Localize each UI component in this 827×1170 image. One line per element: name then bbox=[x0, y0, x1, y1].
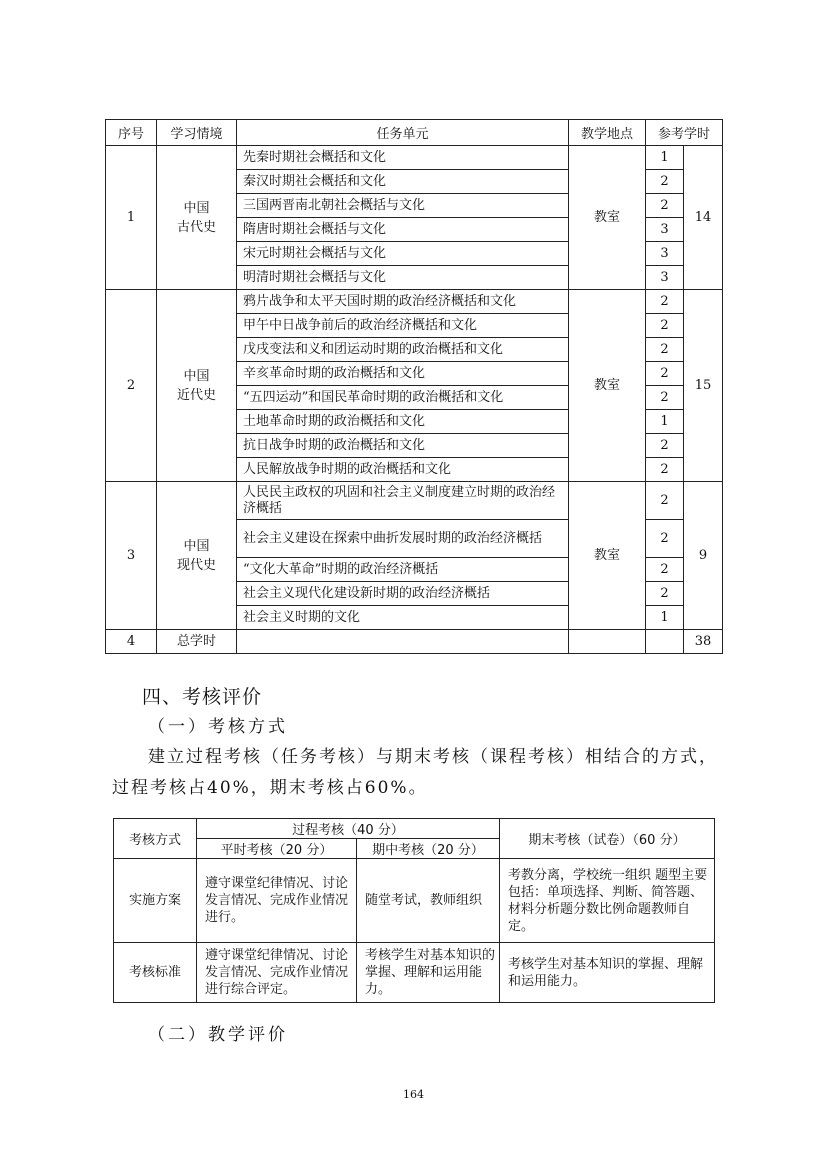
task-hours: 2 bbox=[646, 520, 684, 558]
summary-name: 总学时 bbox=[157, 630, 237, 654]
header-method: 考核方式 bbox=[114, 819, 197, 859]
task-unit: 社会主义建设在探索中曲折发展时期的政治经济概括 bbox=[237, 520, 569, 558]
table-row bbox=[106, 290, 723, 314]
task-unit: 辛亥革命时期的政治概括和文化 bbox=[237, 362, 569, 386]
task-hours: 2 bbox=[646, 434, 684, 458]
task-hours: 2 bbox=[646, 558, 684, 582]
final-cell: 考核学生对基本知识的掌握、理解和运用能力。 bbox=[500, 943, 715, 1003]
task-unit: 社会主义时期的文化 bbox=[237, 606, 569, 630]
header-no: 序号 bbox=[106, 120, 157, 146]
assessment-paragraph: 建立过程考核（任务考核）与期末考核（课程考核）相结合的方式，过程考核占40%，期末考核占60%。 bbox=[112, 747, 718, 798]
group-no: 1 bbox=[106, 146, 157, 290]
task-unit: 甲午中日战争前后的政治经济概括和文化 bbox=[237, 314, 569, 338]
group-total-hours: 14 bbox=[684, 146, 723, 290]
header-task-unit: 任务单元 bbox=[237, 120, 569, 146]
task-hours: 2 bbox=[646, 386, 684, 410]
task-hours: 3 bbox=[646, 242, 684, 266]
group-total-hours: 15 bbox=[684, 290, 723, 482]
group-no: 2 bbox=[106, 290, 157, 482]
table-header-row bbox=[114, 819, 715, 839]
summary-total-hours: 38 bbox=[684, 630, 723, 654]
task-unit: 人民解放战争时期的政治概括和文化 bbox=[237, 458, 569, 482]
task-unit: 秦汉时期社会概括和文化 bbox=[237, 170, 569, 194]
header-hours: 参考学时 bbox=[646, 120, 723, 146]
task-unit: 先秦时期社会概括和文化 bbox=[237, 146, 569, 170]
task-unit: 三国两晋南北朝社会概括与文化 bbox=[237, 194, 569, 218]
subsection-heading-teaching-evaluation: （二）教学评价 bbox=[148, 1025, 288, 1045]
task-hours: 2 bbox=[646, 362, 684, 386]
header-daily: 平时考核（20 分） bbox=[197, 839, 357, 859]
group-location: 教室 bbox=[569, 146, 646, 290]
task-unit: 土地革命时期的政治概括和文化 bbox=[237, 410, 569, 434]
subsection-heading-assessment-method: （一）考核方式 bbox=[148, 717, 288, 737]
daily-cell: 遵守课堂纪律情况、讨论发言情况、完成作业情况进行综合评定。 bbox=[197, 943, 357, 1003]
table-row bbox=[106, 482, 723, 520]
daily-cell: 遵守课堂纪律情况、讨论发言情况、完成作业情况进行。 bbox=[197, 859, 357, 943]
task-unit: 隋唐时期社会概括与文化 bbox=[237, 218, 569, 242]
teaching-plan-table bbox=[105, 119, 723, 654]
task-unit: 社会主义现代化建设新时期的政治经济概括 bbox=[237, 582, 569, 606]
task-hours: 1 bbox=[646, 146, 684, 170]
task-unit: 鸦片战争和太平天国时期的政治经济概括和文化 bbox=[237, 290, 569, 314]
header-situation: 学习情境 bbox=[157, 120, 237, 146]
task-hours: 2 bbox=[646, 338, 684, 362]
task-unit: “五四运动”和国民革命时期的政治概括和文化 bbox=[237, 386, 569, 410]
table-row bbox=[114, 859, 715, 943]
task-hours: 2 bbox=[646, 482, 684, 520]
final-cell: 考教分离，学校统一组织 题型主要包括：单项选择、判断、简答题、材料分析题分数比例命题教师自定。 bbox=[500, 859, 715, 943]
group-location: 教室 bbox=[569, 290, 646, 482]
task-hours: 2 bbox=[646, 194, 684, 218]
task-unit: 明清时期社会概括与文化 bbox=[237, 266, 569, 290]
header-midterm: 期中考核（20 分） bbox=[357, 839, 500, 859]
task-hours: 1 bbox=[646, 606, 684, 630]
task-unit: 戊戌变法和义和团运动时期的政治概括和文化 bbox=[237, 338, 569, 362]
midterm-cell: 随堂考试，教师组织 bbox=[357, 859, 500, 943]
summary-empty-cell bbox=[646, 630, 684, 654]
task-unit: 人民民主政权的巩固和社会主义制度建立时期的政治经济概括 bbox=[237, 482, 569, 520]
summary-row bbox=[106, 630, 723, 654]
summary-no: 4 bbox=[106, 630, 157, 654]
task-hours: 2 bbox=[646, 290, 684, 314]
task-hours: 3 bbox=[646, 266, 684, 290]
row-label: 实施方案 bbox=[114, 859, 197, 943]
summary-empty-cell bbox=[237, 630, 569, 654]
midterm-cell: 考核学生对基本知识的掌握、理解和运用能力。 bbox=[357, 943, 500, 1003]
task-unit: 宋元时期社会概括与文化 bbox=[237, 242, 569, 266]
task-unit: 抗日战争时期的政治概括和文化 bbox=[237, 434, 569, 458]
header-process: 过程考核（40 分） bbox=[197, 819, 500, 839]
table-header-row bbox=[106, 120, 723, 146]
task-hours: 2 bbox=[646, 458, 684, 482]
page-number: 164 bbox=[403, 1088, 424, 1101]
assessment-table bbox=[113, 818, 715, 1003]
summary-empty-cell bbox=[569, 630, 646, 654]
group-location: 教室 bbox=[569, 482, 646, 630]
task-hours: 1 bbox=[646, 410, 684, 434]
task-unit: “文化大革命”时期的政治经济概括 bbox=[237, 558, 569, 582]
task-hours: 2 bbox=[646, 582, 684, 606]
table-row bbox=[114, 943, 715, 1003]
header-final: 期末考核（试卷）（60 分） bbox=[500, 819, 715, 859]
group-name: 中国 近代史 bbox=[157, 290, 237, 482]
row-label: 考核标准 bbox=[114, 943, 197, 1003]
task-hours: 3 bbox=[646, 218, 684, 242]
task-hours: 2 bbox=[646, 314, 684, 338]
group-no: 3 bbox=[106, 482, 157, 630]
table-row bbox=[106, 146, 723, 170]
group-name: 中国 现代史 bbox=[157, 482, 237, 630]
group-name: 中国 古代史 bbox=[157, 146, 237, 290]
group-total-hours: 9 bbox=[684, 482, 723, 630]
section-heading: 四、考核评价 bbox=[142, 686, 263, 708]
task-hours: 2 bbox=[646, 170, 684, 194]
header-location: 教学地点 bbox=[569, 120, 646, 146]
